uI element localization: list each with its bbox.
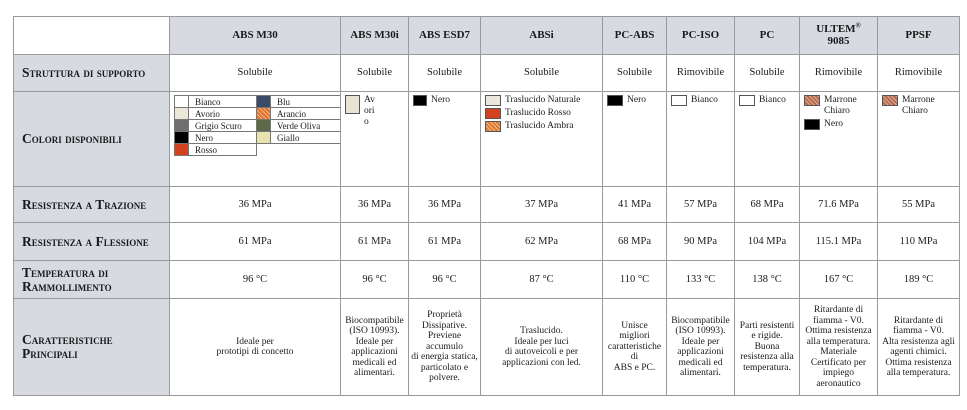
color-item: [804, 119, 873, 130]
color-name: Bianco: [195, 96, 221, 107]
corner-cell: [14, 17, 170, 55]
color-name: Bianco: [691, 95, 718, 105]
color-name: Grigio Scuro: [195, 120, 242, 131]
color-swatch: [739, 95, 755, 106]
cell: Solubile: [603, 55, 667, 92]
cell: 36 MPa: [409, 187, 481, 223]
color-swatch: [257, 132, 271, 143]
col-header: [409, 17, 481, 55]
row-header: Struttura di supporto: [14, 55, 170, 92]
color-swatch: [804, 95, 820, 106]
col-header: [341, 17, 409, 55]
cell: 37 MPa: [481, 187, 603, 223]
color-name: Arancio: [277, 108, 306, 119]
col-header-label: PC-ABS: [614, 28, 655, 41]
col-header: [878, 17, 960, 55]
cell: 110 MPa: [878, 223, 960, 261]
col-header-label-line2: 9085: [827, 34, 850, 47]
color-name: Nero: [824, 119, 843, 129]
cell: 57 MPa: [667, 187, 735, 223]
color-item: [413, 95, 476, 106]
color-name: Marrone Chiaro: [824, 95, 857, 116]
color-item: [485, 95, 598, 106]
color-swatch: [345, 95, 360, 114]
color-name: Blu: [277, 96, 291, 107]
cell: 61 MPa: [341, 223, 409, 261]
cell: Solubile: [481, 55, 603, 92]
registered-mark: ®: [855, 21, 861, 30]
row-header: Temperatura di Rammollimento: [14, 261, 170, 299]
cell: 96 °C: [409, 261, 481, 299]
color-item: [485, 108, 598, 119]
color-swatch: [175, 120, 189, 131]
color-item: [257, 120, 341, 132]
row-header: Resistenza a Trazione: [14, 187, 170, 223]
cell: 115.1 MPa: [800, 223, 878, 261]
colors-cell-pc-abs: [603, 92, 667, 187]
materials-spec-table: [13, 16, 960, 396]
row-header: Caratteristiche Principali: [14, 299, 170, 396]
cell: 110 °C: [603, 261, 667, 299]
cell: Solubile: [341, 55, 409, 92]
cell: 189 °C: [878, 261, 960, 299]
color-item: [175, 144, 257, 156]
color-item: [175, 108, 257, 120]
color-name: Traslucido Ambra: [505, 121, 574, 131]
col-header: [603, 17, 667, 55]
row-supporto: [14, 55, 960, 92]
cell: 55 MPa: [878, 187, 960, 223]
cell: 61 MPa: [170, 223, 341, 261]
color-swatch: [175, 132, 189, 143]
color-item: [607, 95, 662, 106]
colors-cell-ultem: [800, 92, 878, 187]
cell: 68 MPa: [735, 187, 800, 223]
col-header: [735, 17, 800, 55]
color-swatch: [671, 95, 687, 106]
cell: Rimovibile: [800, 55, 878, 92]
cell: Rimovibile: [667, 55, 735, 92]
color-name: Nero: [195, 132, 213, 143]
col-header: [667, 17, 735, 55]
color-item: [345, 95, 404, 128]
colors-cell-pc-iso: [667, 92, 735, 187]
cell: 61 MPa: [409, 223, 481, 261]
color-swatch: [257, 108, 271, 119]
color-name: Avorio: [195, 108, 220, 119]
color-swatch-grid: [174, 95, 341, 156]
cell: 96 °C: [341, 261, 409, 299]
color-item: [485, 121, 598, 132]
cell: 68 MPa: [603, 223, 667, 261]
color-swatch: [175, 144, 189, 155]
cell: 167 °C: [800, 261, 878, 299]
row-caratteristiche: [14, 299, 960, 396]
cell: Solubile: [170, 55, 341, 92]
cell: 90 MPa: [667, 223, 735, 261]
colors-cell-ppsf: [878, 92, 960, 187]
color-name: Nero: [431, 95, 450, 105]
row-flessione: [14, 223, 960, 261]
color-item: [257, 96, 341, 108]
cell: 138 °C: [735, 261, 800, 299]
colors-cell-abs-esd7: [409, 92, 481, 187]
cell: Solubile: [735, 55, 800, 92]
col-header-label: PC: [759, 28, 775, 41]
row-header: Colori disponibili: [14, 92, 170, 187]
cell: Unisce migliori caratteristiche di ABS e PC.: [603, 299, 667, 396]
row-trazione: [14, 187, 960, 223]
color-item: [175, 132, 257, 144]
color-item: [175, 120, 257, 132]
col-header-label: ABS M30i: [350, 28, 399, 41]
color-swatch: [175, 96, 189, 107]
color-name: Bianco: [759, 95, 786, 105]
color-name: Avorio: [364, 95, 375, 127]
cell: Biocompatibile (ISO 10993). Ideale per applicazioni medicali ed alimentari.: [341, 299, 409, 396]
colors-cell-pc: [735, 92, 800, 187]
cell: Ritardante di fiamma - V0. Ottima resistenza alla temperatura. Materiale Certificato per impiego aeronautico: [800, 299, 878, 396]
row-header: Resistenza a Flessione: [14, 223, 170, 261]
col-header: [800, 17, 878, 55]
grid-filler: [257, 144, 341, 156]
cell: 96 °C: [170, 261, 341, 299]
color-swatch: [485, 121, 501, 132]
color-name: Nero: [627, 95, 646, 105]
cell: Proprietà Dissipative. Previene accumulo di energia statica, particolato e polvere.: [409, 299, 481, 396]
color-item: [671, 95, 730, 106]
cell: Traslucido. Ideale per luci di autoveicoli e per applicazioni con led.: [481, 299, 603, 396]
col-header-label: ABSi: [529, 28, 554, 41]
cell: 41 MPa: [603, 187, 667, 223]
colors-cell-abs-m30i: [341, 92, 409, 187]
row-colori: [14, 92, 960, 187]
color-item: [804, 95, 873, 117]
colors-cell-absi: [481, 92, 603, 187]
color-swatch: [607, 95, 623, 106]
color-swatch: [413, 95, 427, 106]
color-name: Traslucido Rosso: [505, 108, 571, 118]
color-item: [257, 132, 341, 144]
cell: 62 MPa: [481, 223, 603, 261]
col-header-label: ABS ESD7: [418, 28, 471, 41]
cell: 71.6 MPa: [800, 187, 878, 223]
col-header-label: PPSF: [905, 28, 932, 41]
color-name: Giallo: [277, 132, 300, 143]
color-swatch: [882, 95, 898, 106]
color-item: [257, 108, 341, 120]
color-swatch: [485, 108, 501, 119]
cell: 133 °C: [667, 261, 735, 299]
color-item: [175, 96, 257, 108]
color-name: Verde Oliva: [277, 120, 321, 131]
cell: Biocompatibile (ISO 10993). Ideale per applicazioni medicali ed alimentari.: [667, 299, 735, 396]
color-swatch: [175, 108, 189, 119]
cell: Solubile: [409, 55, 481, 92]
cell: 104 MPa: [735, 223, 800, 261]
header-row: [14, 17, 960, 55]
col-header-label: PC-ISO: [681, 28, 720, 41]
color-name: Marrone Chiaro: [902, 95, 935, 116]
cell: Ideale per prototipi di concetto: [170, 299, 341, 396]
colors-cell-abs-m30: [170, 92, 341, 187]
color-swatch: [257, 120, 271, 131]
color-name: Rosso: [195, 144, 218, 155]
col-header-label: ABS M30: [232, 28, 278, 41]
color-name: Traslucido Naturale: [505, 95, 581, 105]
col-header: [170, 17, 341, 55]
cell: Ritardante di fiamma - V0. Alta resistenza agli agenti chimici. Ottima resistenza alla temperatura.: [878, 299, 960, 396]
cell: 36 MPa: [170, 187, 341, 223]
color-swatch: [485, 95, 501, 106]
row-temperatura: [14, 261, 960, 299]
col-header: [481, 17, 603, 55]
col-header-label: ULTEM: [816, 23, 856, 35]
cell: 87 °C: [481, 261, 603, 299]
color-item: [739, 95, 795, 106]
cell: Rimovibile: [878, 55, 960, 92]
cell: Parti resistenti e rigide. Buona resistenza alla temperatura.: [735, 299, 800, 396]
color-swatch: [804, 119, 820, 130]
color-swatch: [257, 96, 271, 107]
color-item: [882, 95, 955, 117]
cell: 36 MPa: [341, 187, 409, 223]
